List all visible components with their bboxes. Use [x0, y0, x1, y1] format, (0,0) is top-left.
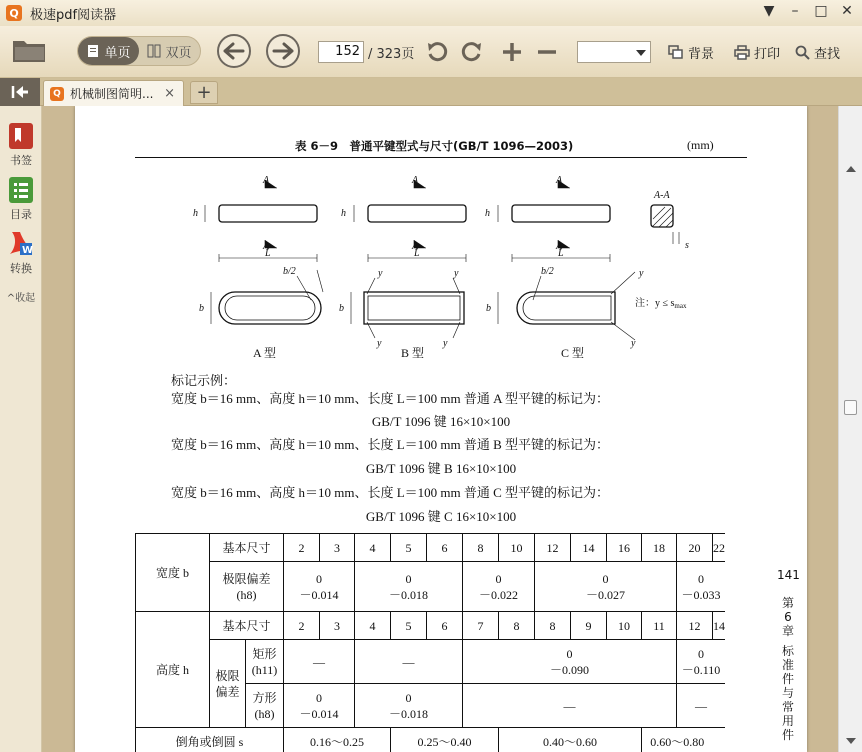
zoom-select[interactable] — [577, 41, 651, 63]
table-cell: 6 — [427, 612, 463, 640]
chamfer-label: 倒角或倒圆 s — [136, 728, 284, 752]
table-row — [136, 728, 726, 752]
table-cell: 0.25～0.40 — [391, 728, 499, 752]
example-mark: GB/T 1096 键 C 16×10×100 — [365, 509, 517, 524]
new-tab-button[interactable]: + — [190, 81, 218, 104]
maximize-button[interactable]: □ — [814, 3, 828, 19]
height-label: 高度 h — [136, 612, 210, 728]
table-cell: 10 — [607, 612, 642, 640]
table-cell: 3 — [320, 534, 355, 562]
zoom-out-icon[interactable] — [535, 40, 559, 64]
table-cell: 20 — [677, 534, 713, 562]
tab-bar — [0, 78, 862, 106]
square-label: 方形 (h8) — [246, 684, 284, 728]
document-viewport — [42, 106, 838, 752]
limit-dev-label: 极限 偏差 — [210, 640, 246, 728]
double-page-button[interactable] — [139, 37, 200, 65]
single-page-button[interactable] — [78, 37, 139, 65]
dim-y-label: y — [443, 338, 448, 349]
section-aa-label: A-A — [654, 190, 670, 201]
page-number: 141 — [777, 568, 800, 582]
key-top-view-a-inner — [225, 296, 315, 320]
sidebar-item-label: 转换 — [10, 262, 32, 275]
type-c-label: C 型 — [561, 346, 585, 360]
printer-icon — [734, 45, 750, 60]
spec-table — [135, 533, 725, 752]
table-cell: 2 — [284, 612, 320, 640]
page-total: / 323页 — [368, 47, 415, 62]
table-cell: 0 －0.110 — [677, 640, 726, 684]
key-side-view-a — [219, 205, 317, 222]
dim-b-label: b — [339, 303, 344, 314]
close-button[interactable]: ✕ — [841, 3, 853, 19]
table-cell: — — [284, 640, 355, 684]
table-cell: 18 — [642, 534, 677, 562]
collapse-sidebar-button[interactable]: ^收起 — [6, 293, 36, 304]
type-a-label: A 型 — [253, 346, 277, 360]
key-side-view-b — [368, 205, 466, 222]
zoom-in-icon[interactable] — [500, 40, 524, 64]
dim-y-label: y — [639, 268, 644, 279]
table-cell: 0.16～0.25 — [284, 728, 391, 752]
table-cell: 0 －0.018 — [355, 562, 463, 612]
tab-close-icon[interactable]: × — [164, 86, 175, 101]
table-cell: — — [463, 684, 677, 728]
dim-b-half-label: b/2 — [541, 266, 554, 277]
scroll-up-icon[interactable] — [846, 166, 856, 172]
collapse-left-icon — [11, 85, 29, 99]
dim-h-label: h — [341, 208, 346, 219]
menu-dropdown-icon[interactable]: ▼ — [763, 3, 775, 19]
key-top-view-b-inner — [368, 296, 460, 320]
table-cell: 0 －0.027 — [535, 562, 677, 612]
table-cell: 2 — [284, 534, 320, 562]
toggle-sidebar-button[interactable] — [0, 78, 40, 106]
table-cell: 12 — [535, 534, 571, 562]
table-cell: 12 — [677, 612, 713, 640]
basic-size-label: 基本尺寸 — [210, 534, 284, 562]
dim-y-label: y — [377, 338, 382, 349]
table-cell: 16 — [607, 534, 642, 562]
table-cell: 5 — [391, 534, 427, 562]
table-cell: 0 －0.022 — [463, 562, 535, 612]
width-label: 宽度 b — [136, 534, 210, 612]
toolbar — [0, 26, 862, 78]
table-row — [136, 534, 726, 562]
section-label: A — [412, 241, 419, 252]
dim-h-label: h — [193, 208, 198, 219]
type-b-label: B 型 — [401, 346, 425, 360]
table-cell: 0 －0.014 — [284, 684, 355, 728]
example-heading: 标记示例： — [171, 373, 237, 388]
table-row — [136, 612, 726, 640]
arrow-right-icon — [272, 42, 294, 60]
prev-page-button[interactable] — [217, 34, 251, 68]
table-cell: — — [677, 684, 726, 728]
table-cell: 14 — [571, 534, 607, 562]
tab-document[interactable] — [43, 80, 184, 106]
dim-y-label: y — [378, 268, 383, 279]
find-label: 查找 — [814, 47, 841, 62]
section-label: A — [556, 241, 563, 252]
key-top-view-c-inner — [523, 296, 611, 320]
example-mark: GB/T 1096 键 16×10×100 — [371, 414, 511, 429]
sidebar-item-label: 目录 — [10, 208, 32, 221]
section-label: A — [556, 175, 563, 186]
print-label: 打印 — [754, 47, 781, 62]
bookmark-icon — [8, 122, 34, 150]
table-cell: 9 — [571, 612, 607, 640]
table-cell: 4 — [355, 534, 391, 562]
vertical-scrollbar[interactable] — [838, 106, 862, 752]
dim-b-label: b — [199, 303, 204, 314]
background-icon — [668, 45, 684, 60]
table-cell: 0 －0.014 — [284, 562, 355, 612]
search-icon — [795, 45, 810, 60]
key-top-view-a — [219, 292, 321, 324]
table-cell: 8 — [535, 612, 571, 640]
dim-s-label: s — [685, 240, 689, 251]
title-bar — [0, 0, 862, 26]
basic-size-label: 基本尺寸 — [210, 612, 284, 640]
single-page-icon — [86, 44, 100, 58]
table-cell: 0.40～0.60 — [499, 728, 642, 752]
page-number-input[interactable]: 152 — [318, 41, 364, 63]
table-cell: 0.60～0.80 — [642, 728, 713, 752]
table-cell: 0 －0.090 — [463, 640, 677, 684]
dim-l-label: L — [558, 248, 564, 259]
sidebar-item-bookmarks[interactable] — [0, 122, 42, 168]
table-cell: 8 — [499, 612, 535, 640]
sidebar-item-label: 书签 — [10, 154, 32, 167]
document-tab-icon: Q — [50, 87, 64, 101]
tab-title: 机械制图简明... — [70, 87, 154, 101]
double-page-icon — [147, 44, 161, 58]
convert-pdf-word-icon — [8, 230, 34, 258]
section-label: A — [412, 175, 419, 186]
single-page-label: 单页 — [104, 45, 131, 61]
rotate-right-icon[interactable] — [460, 40, 484, 64]
limit-dev-label: 极限偏差 (h8) — [210, 562, 284, 612]
open-folder-icon[interactable] — [12, 37, 46, 63]
chevron-down-icon — [636, 50, 646, 56]
minimize-button[interactable]: – — [791, 3, 799, 19]
dim-b-label: b — [486, 303, 491, 314]
table-cell: 22 — [713, 534, 726, 562]
double-page-label: 双页 — [165, 45, 192, 61]
sidebar-item-contents[interactable] — [0, 176, 42, 222]
arrow-left-icon — [223, 42, 245, 60]
dim-y-label: y — [454, 268, 459, 279]
table-cell: 10 — [499, 534, 535, 562]
side-panel — [0, 106, 42, 752]
table-cell: 6 — [427, 534, 463, 562]
window-title: 极速pdf阅读器 — [30, 7, 117, 23]
scroll-down-icon[interactable] — [846, 738, 856, 744]
rotate-left-icon[interactable] — [425, 40, 449, 64]
table-cell: 0 －0.018 — [355, 684, 463, 728]
table-cell: 3 — [320, 612, 355, 640]
svg-text:W: W — [22, 245, 34, 256]
dim-y-label: y — [631, 338, 636, 349]
print-button[interactable] — [734, 43, 780, 62]
table-cell: 4 — [355, 612, 391, 640]
table-cell: 5 — [391, 612, 427, 640]
background-button[interactable] — [668, 43, 714, 62]
rect-label: 矩形 (h11) — [246, 640, 284, 684]
table-caption: 表 6－9 普通平键型式与尺寸(GB/T 1096—2003) — [295, 139, 574, 153]
app-logo-icon: Q — [6, 5, 22, 21]
background-label: 背景 — [688, 47, 715, 62]
note-text: 注：$y \le s_{max}$ — [635, 298, 687, 310]
dim-h-label: h — [485, 208, 490, 219]
chapter-side-label: 第 6 章 标 准 件 与 常 用 件 — [781, 596, 794, 742]
table-cell: 8 — [463, 534, 499, 562]
example-mark: GB/T 1096 键 B 16×10×100 — [365, 461, 517, 476]
caption-rule — [135, 157, 747, 158]
section-label: A — [263, 241, 270, 252]
table-cell: 0 －0.033 — [677, 562, 726, 612]
scroll-thumb[interactable] — [844, 400, 857, 415]
sidebar-item-convert[interactable] — [0, 230, 42, 276]
dim-l-label: L — [265, 248, 271, 259]
dim-b-half-label: b/2 — [283, 266, 296, 277]
section-label: A — [263, 175, 270, 186]
table-cell: 7 — [463, 612, 499, 640]
dim-l-label: L — [414, 248, 420, 259]
key-drawing — [75, 166, 807, 366]
key-side-view-c — [512, 205, 610, 222]
pdf-page — [75, 106, 807, 752]
view-mode-toggle — [77, 36, 201, 66]
table-cell: 11 — [642, 612, 677, 640]
table-cell: — — [355, 640, 463, 684]
table-unit: (mm) — [687, 138, 714, 152]
find-button[interactable] — [795, 43, 840, 62]
example-text: 宽度 b＝16 mm、高度 h＝10 mm、长度 L＝100 mm 普通 A 型平键的标记为： — [171, 391, 610, 406]
table-row — [136, 562, 726, 612]
next-page-button[interactable] — [266, 34, 300, 68]
example-text: 宽度 b＝16 mm、高度 h＝10 mm、长度 L＝100 mm 普通 C 型平键的标记为： — [171, 485, 610, 500]
table-row — [136, 640, 726, 684]
table-cell: 14 — [713, 612, 726, 640]
key-top-view-b — [364, 292, 464, 324]
contents-icon — [8, 176, 34, 204]
example-text: 宽度 b＝16 mm、高度 h＝10 mm、长度 L＝100 mm 普通 B 型平键的标记为： — [171, 437, 610, 452]
